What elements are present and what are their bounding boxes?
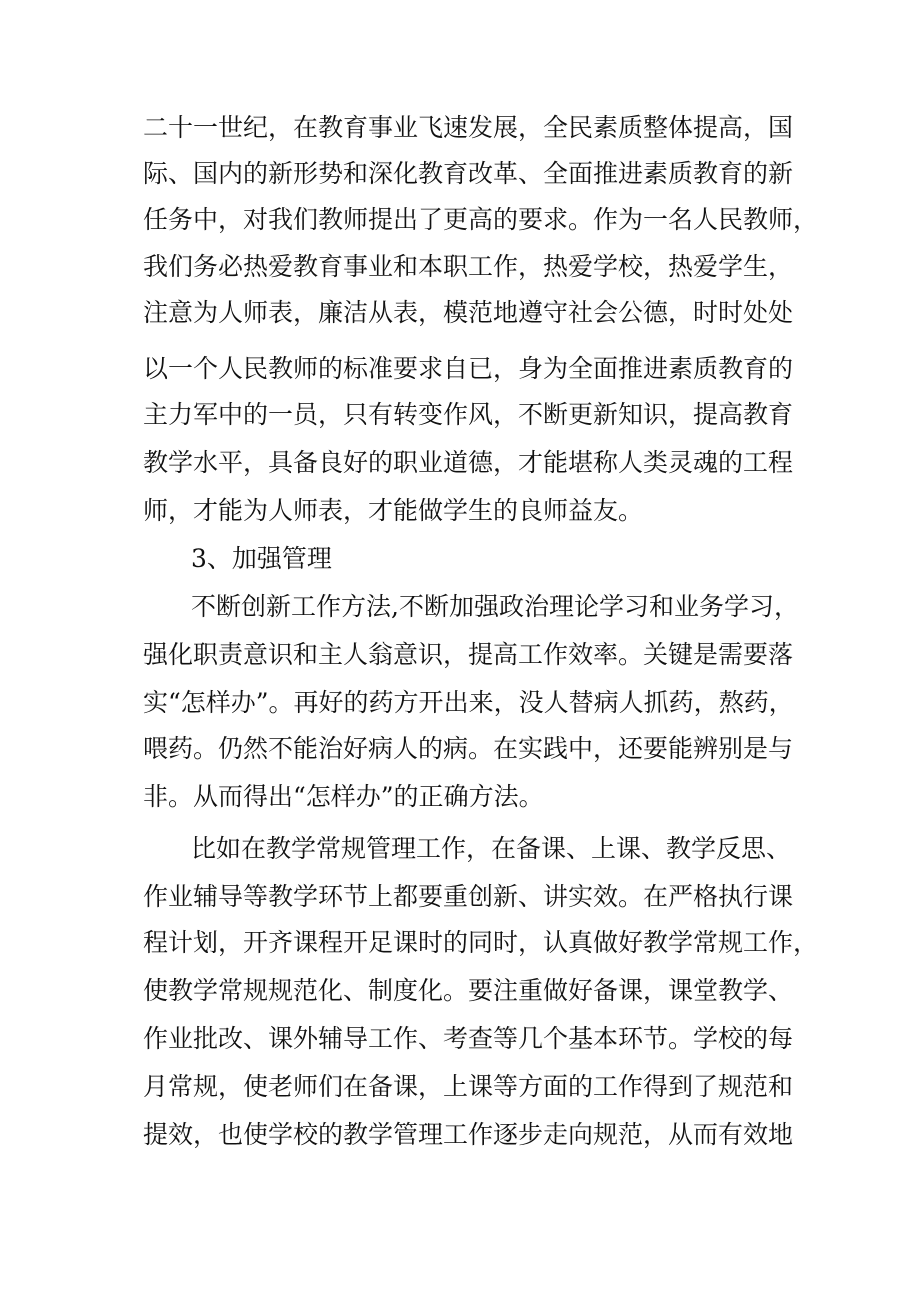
paragraph-line: 月常规，使老师们在备课，上课等方面的工作得到了规范和: [143, 1072, 794, 1101]
paragraph-line: 作业辅导等教学环节上都要重创新、讲实效。在严格执行课: [143, 882, 794, 911]
paragraph-line: 非。从而得出“怎样办”的正确方法。: [143, 782, 544, 811]
paragraph-line: 实“怎样办”。再好的药方开出来，没人替病人抓药，熬药，: [143, 688, 794, 717]
paragraph-line: 际、国内的新形势和深化教育改革、全面推进素质教育的新: [143, 159, 794, 188]
paragraph-line: 二十一世纪，在教育事业飞速发展，全民素质整体提高，国: [143, 113, 794, 142]
paragraph-line: 提效，也使学校的教学管理工作逐步走向规范，从而有效地: [143, 1120, 794, 1149]
paragraph-line: 使教学常规规范化、制度化。要注重做好备课，课堂教学、: [143, 976, 794, 1005]
paragraph-line: 比如在教学常规管理工作，在备课、上课、教学反思、: [191, 834, 792, 863]
paragraph-line: 程计划，开齐课程开足课时的同时，认真做好教学常规工作，: [143, 928, 819, 957]
section-heading: 3、加强管理: [191, 544, 332, 573]
paragraph-line: 作业批改、课外辅导工作、考查等几个基本环节。学校的每: [143, 1024, 794, 1053]
paragraph-line: 强化职责意识和主人翁意识，提高工作效率。关键是需要落: [143, 640, 794, 669]
paragraph-line: 以一个人民教师的标准要求自已，身为全面推进素质教育的: [143, 354, 794, 383]
paragraph-line: 我们务必热爱教育事业和本职工作，热爱学校，热爱学生，: [143, 252, 794, 281]
paragraph-line: 教学水平，具备良好的职业道德，才能堪称人类灵魂的工程: [143, 448, 794, 477]
paragraph-line: 不断创新工作方法,不断加强政治理论学习和业务学习，: [191, 592, 799, 621]
paragraph-line: 主力军中的一员，只有转变作风，不断更新知识，提高教育: [143, 400, 794, 429]
paragraph-line: 任务中，对我们教师提出了更高的要求。作为一名人民教师，: [143, 205, 819, 234]
paragraph-line: 师，才能为人师表，才能做学生的良师益友。: [143, 496, 644, 525]
paragraph-line: 喂药。仍然不能治好病人的病。在实践中，还要能辨别是与: [143, 734, 794, 763]
paragraph-line: 注意为人师表，廉洁从表，模范地遵守社会公德，时时处处: [143, 298, 794, 327]
